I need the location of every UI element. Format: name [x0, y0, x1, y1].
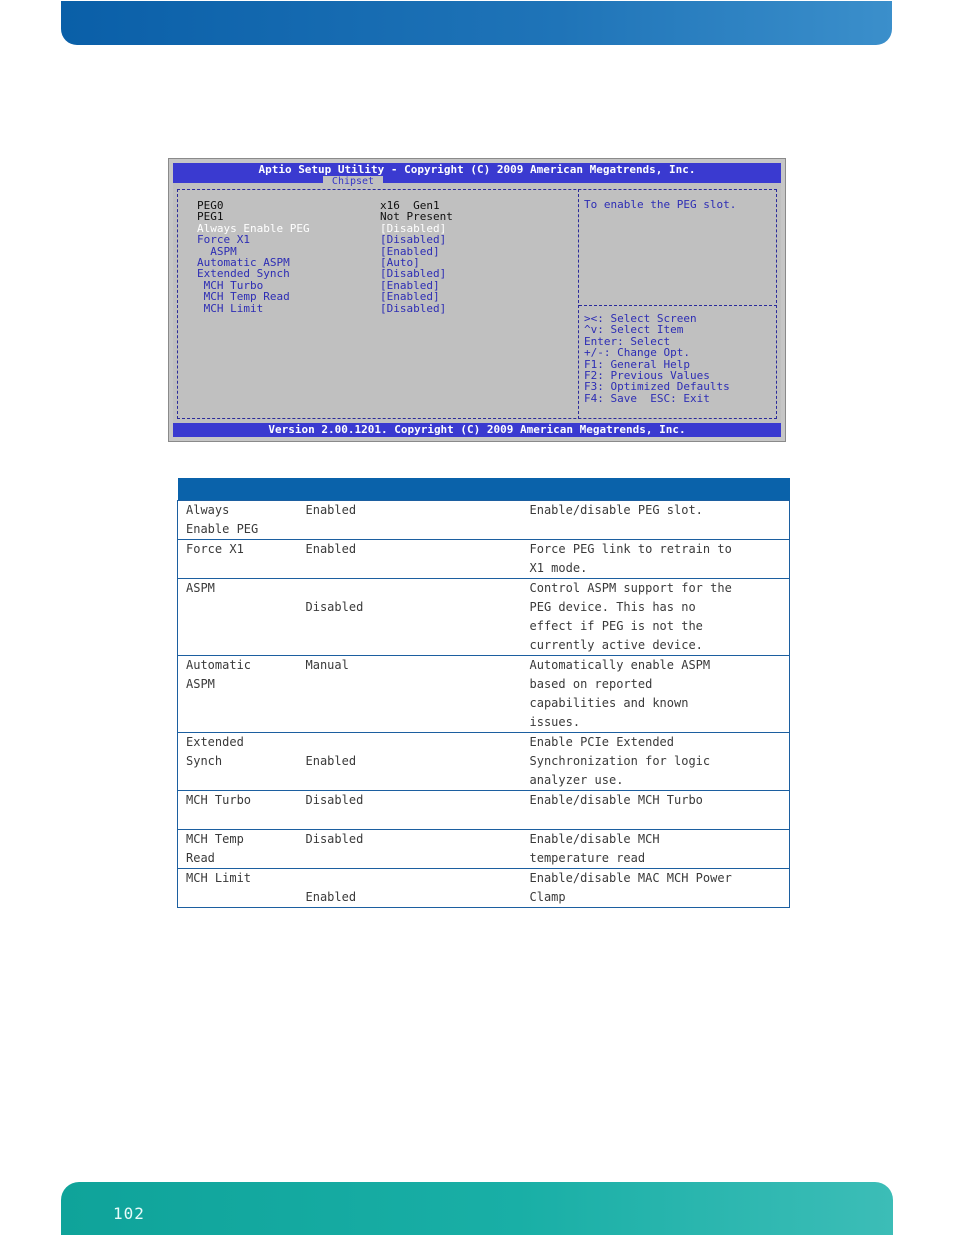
bios-setting-label[interactable]: Always Enable PEG: [197, 221, 310, 235]
cell-text: X1 mode.: [529, 560, 588, 575]
bios-key-help-line: ><: Select Screen: [584, 312, 697, 325]
cell-text: MCH Limit: [186, 870, 252, 885]
bios-key-help-line: Enter: Select: [584, 334, 671, 348]
bios-setting-label: PEG1: [197, 210, 224, 224]
table-row: [178, 578, 790, 655]
cell-text: [306, 579, 514, 598]
bios-setting-value[interactable]: [Disabled]: [380, 301, 447, 315]
bios-title: Aptio Setup Utility - Copyright (C) 2009 American Megatrends, Inc.: [173, 163, 781, 183]
bios-setting-value[interactable]: [Disabled]: [380, 233, 447, 247]
table-cell-c1: [178, 790, 298, 829]
table-cell-c3: [522, 829, 790, 868]
cell-text: PEG device. This has no: [529, 599, 696, 614]
cell-text: issues.: [529, 714, 581, 729]
bios-setting-value: x16 Gen1: [380, 199, 440, 212]
header-cell-2: [298, 478, 522, 500]
table-cell-c2: [298, 500, 522, 539]
bios-key-help-line: F4: Save ESC: Exit: [584, 391, 710, 405]
cell-text: Extended: [186, 734, 244, 749]
cell-text: Enable/disable PEG slot.: [529, 502, 703, 517]
cell-text: MCH Temp: [186, 831, 244, 846]
table-cell-c1: [178, 655, 298, 732]
page-number: 102: [113, 1204, 145, 1223]
bottom-banner: [61, 1182, 893, 1235]
table-cell-c2: [298, 655, 522, 732]
table-cell-c1: [178, 578, 298, 655]
cell-text: Disabled: [305, 831, 364, 846]
bios-setting-value[interactable]: [Enabled]: [380, 278, 440, 292]
table-cell-c2: [298, 829, 522, 868]
table-cell-c1: [178, 868, 298, 907]
bios-setting-value[interactable]: [Enabled]: [380, 244, 440, 258]
bios-help-text: To enable the PEG slot.: [584, 198, 737, 211]
cell-text: ASPM: [186, 580, 215, 595]
cell-text: Enable PCIe Extended: [529, 734, 674, 749]
bios-setting-value[interactable]: [Disabled]: [380, 221, 447, 235]
cell-text: ASPM: [186, 676, 215, 691]
cell-text: Enable PEG: [186, 521, 259, 536]
tab-chipset[interactable]: Chipset: [323, 176, 383, 187]
table-cell-c3: [522, 655, 790, 732]
bios-setting-label[interactable]: Extended Synch: [197, 267, 290, 281]
table-row: [178, 732, 790, 790]
header-cell-3: [522, 478, 790, 500]
cell-text: Automatically enable ASPM: [529, 657, 711, 672]
table-cell-c3: [522, 500, 790, 539]
table-header: [178, 478, 790, 500]
cell-text: Force X1: [186, 541, 244, 556]
bios-key-help-line: +/-: Change Opt.: [584, 346, 690, 360]
cell-text: Enable/disable MAC MCH Power: [529, 870, 732, 885]
table-row: [178, 500, 790, 539]
bios-setting-label[interactable]: Force X1: [197, 233, 250, 247]
cell-text: Enabled: [305, 889, 357, 904]
cell-text: based on reported: [529, 676, 653, 691]
bios-divider: [578, 189, 579, 419]
cell-text: Enabled: [305, 541, 357, 556]
table-cell-c2: [298, 578, 522, 655]
table-row: [178, 790, 790, 829]
bios-screenshot: [168, 158, 786, 442]
table-body: [178, 500, 790, 907]
table-cell-c1: [178, 539, 298, 578]
bios-key-help-line: F3: Optimized Defaults: [584, 380, 730, 394]
cell-text: Synchronization for logic: [529, 753, 711, 768]
cell-text: [306, 869, 514, 888]
cell-text: Always: [186, 502, 230, 517]
bios-setting-label[interactable]: ASPM: [197, 244, 237, 258]
table-cell-c1: [178, 829, 298, 868]
table-cell-c3: [522, 539, 790, 578]
bios-setting-value[interactable]: [Disabled]: [380, 267, 447, 281]
cell-text: Enable/disable MCH: [529, 831, 660, 846]
cell-text: effect if PEG is not the: [529, 618, 703, 633]
cell-text: MCH Turbo: [186, 792, 252, 807]
table-cell-c2: [298, 790, 522, 829]
table-row: [178, 655, 790, 732]
bios-setting-label[interactable]: MCH Temp Read: [197, 290, 290, 304]
cell-text: Clamp: [529, 889, 566, 904]
cell-text: Synch: [186, 753, 223, 768]
bios-key-help-line: F1: General Help: [584, 357, 690, 371]
table-row: [178, 539, 790, 578]
header-cell-1: [178, 478, 298, 500]
cell-text: Disabled: [305, 792, 364, 807]
table-cell-c3: [522, 578, 790, 655]
cell-text: analyzer use.: [529, 772, 624, 787]
bios-setting-label: PEG0: [197, 199, 224, 212]
table-cell-c2: [298, 732, 522, 790]
bios-key-help-line: ^v: Select Item: [584, 323, 684, 337]
cell-text: Enabled: [305, 753, 357, 768]
top-banner: [61, 1, 892, 45]
cell-text: Force PEG link to retrain to: [529, 541, 732, 556]
cell-text: Automatic: [186, 657, 252, 672]
table-row: [178, 829, 790, 868]
bios-setting-value[interactable]: [Enabled]: [380, 290, 440, 304]
bios-setting-label[interactable]: MCH Turbo: [197, 278, 264, 292]
cell-text: Disabled: [305, 599, 364, 614]
bios-footer: Version 2.00.1201. Copyright (C) 2009 American Megatrends, Inc.: [173, 423, 781, 437]
table-cell-c2: [298, 539, 522, 578]
bios-help-separator: [579, 305, 777, 306]
table-cell-c3: [522, 868, 790, 907]
cell-text: temperature read: [529, 850, 646, 865]
cell-text: Read: [186, 850, 215, 865]
table-row: [178, 868, 790, 907]
bios-screen: [173, 163, 781, 437]
bios-setting-value: Not Present: [380, 210, 453, 224]
table-cell-c1: [178, 732, 298, 790]
cell-text: capabilities and known: [529, 695, 689, 710]
bios-setting-label[interactable]: MCH Limit: [197, 301, 264, 315]
bios-key-help-line: F2: Previous Values: [584, 369, 710, 382]
settings-table: [177, 478, 790, 908]
table-cell-c1: [178, 500, 298, 539]
cell-text: [306, 733, 514, 752]
bios-setting-label[interactable]: Automatic ASPM: [197, 256, 290, 269]
cell-text: Control ASPM support for the: [529, 580, 732, 595]
table-cell-c3: [522, 790, 790, 829]
bios-setting-value[interactable]: [Auto]: [380, 256, 420, 269]
cell-text: Manual: [305, 657, 349, 672]
table-cell-c2: [298, 868, 522, 907]
cell-text: Enable/disable MCH Turbo: [529, 792, 703, 807]
table-cell-c3: [522, 732, 790, 790]
cell-text: currently active device.: [529, 637, 703, 652]
cell-text: Enabled: [305, 502, 357, 517]
